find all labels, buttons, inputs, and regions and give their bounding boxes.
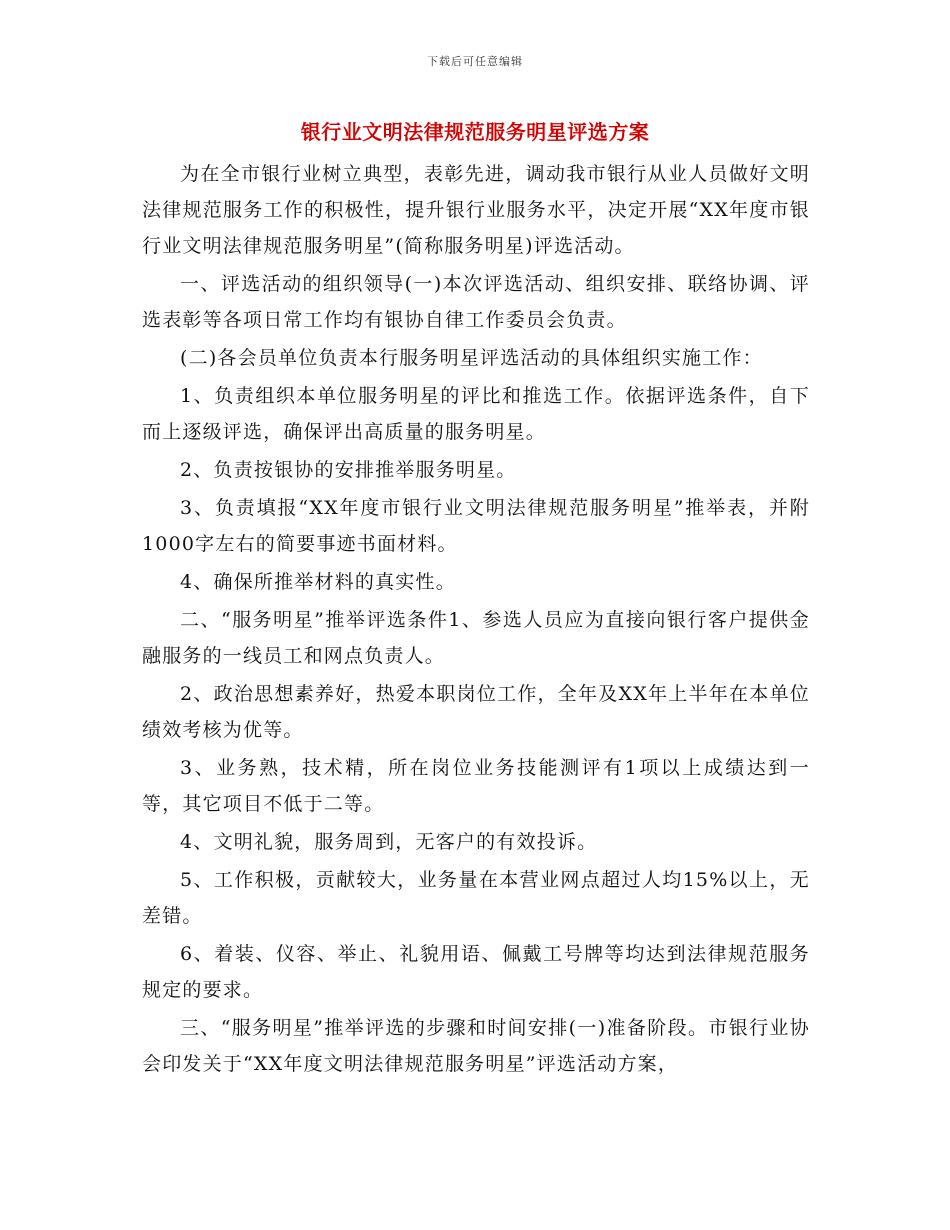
- paragraph: (二)各会员单位负责本行服务明星评选活动的具体组织实施工作：: [180, 347, 763, 369]
- download-note: 下载后可任意编辑: [427, 55, 523, 68]
- paragraph: 2、负责按银协的安排推举服务明星。: [180, 459, 517, 481]
- paragraph: 4、文明礼貌，服务周到，无客户的有效投诉。: [180, 831, 598, 853]
- paragraph: 一、评选活动的组织领导(一)本次评选活动、组织安排、联络协调、评选表彰等各项日常工作均有银协自律工作委员会负责。: [142, 273, 810, 331]
- document-title: 银行业文明法律规范服务明星评选方案: [300, 120, 650, 144]
- paragraph: 为在全市银行业树立典型，表彰先进，调动我市银行从业人员做好文明法律规范服务工作的积极性，提升银行业服务水平，决定开展“XX年度市银行业文明法律规范服务明星”(简称服务明星)评选活动。: [142, 163, 810, 257]
- paragraph: 3、负责填报“XX年度市银行业文明法律规范服务明星”推举表，并附1000字左右的简要事迹书面材料。: [142, 497, 810, 555]
- document-body: [142, 156, 810, 1082]
- paragraph: 2、政治思想素养好，热爱本职岗位工作，全年及XX年上半年在本单位绩效考核为优等。: [142, 683, 810, 741]
- paragraph: 5、工作积极，贡献较大，业务量在本营业网点超过人均15%以上，无差错。: [142, 869, 810, 927]
- paragraph: 3、业务熟，技术精，所在岗位业务技能测评有1项以上成绩达到一等，其它项目不低于二等。: [142, 757, 810, 815]
- paragraph: 三、“服务明星”推举评选的步骤和时间安排(一)准备阶段。市银行业协会印发关于“XX年度文明法律规范服务明星”评选活动方案，: [142, 1017, 810, 1075]
- paragraph: 二、“服务明星”推举评选条件1、参选人员应为直接向银行客户提供金融服务的一线员工和网点负责人。: [142, 609, 810, 667]
- paragraph: 6、着装、仪容、举止、礼貌用语、佩戴工号牌等均达到法律规范服务规定的要求。: [142, 943, 810, 1001]
- paragraph: 4、确保所推举材料的真实性。: [180, 571, 456, 593]
- paragraph: 1、负责组织本单位服务明星的评比和推选工作。依据评选条件，自下而上逐级评选，确保评出高质量的服务明星。: [142, 385, 810, 443]
